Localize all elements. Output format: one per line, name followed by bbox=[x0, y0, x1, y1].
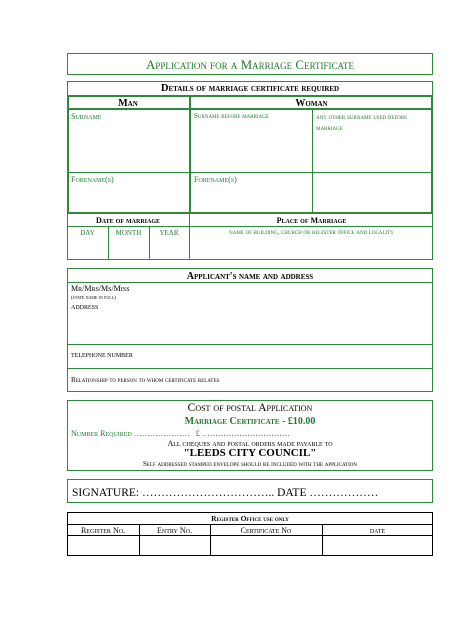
signature-line[interactable]: SIGNATURE: …………………………….. DATE ……………… bbox=[72, 487, 379, 499]
place-hint: name of building, church or register office and locality bbox=[229, 229, 394, 236]
place-of-marriage-label: Place of Marriage bbox=[276, 216, 347, 225]
certificate-no-header: Certificate No bbox=[240, 526, 292, 535]
date-of-marriage-label: Date of marriage bbox=[96, 216, 160, 225]
cost-heading: Cost of postal Application bbox=[187, 402, 313, 414]
applicant-heading: Applicant's name and address bbox=[186, 271, 314, 282]
month-label: MONTH bbox=[115, 229, 142, 237]
man-forenames-label: Forename(s) bbox=[71, 175, 114, 184]
entry-no-header: Entry No. bbox=[157, 526, 192, 535]
number-required-line: Number Required ………………… £ …………………………… bbox=[71, 429, 290, 438]
cheques-line: All cheques and postal orders made payable to bbox=[167, 439, 333, 448]
signature-box bbox=[67, 479, 433, 503]
telephone-label: TELEPHONE NUMBER bbox=[71, 353, 133, 359]
council-name: "LEEDS CITY COUNCIL" bbox=[183, 447, 317, 459]
address-label: ADDRESS bbox=[71, 305, 99, 311]
state-name-hint: (state name in full) bbox=[71, 296, 116, 301]
page-title: Application for a Marriage Certificate bbox=[145, 57, 355, 72]
woman-surname-before-label: Surname before marriage bbox=[194, 112, 269, 120]
man-header: Man bbox=[118, 98, 138, 109]
details-heading: Details of marriage certificate required bbox=[160, 83, 340, 94]
day-label: DAY bbox=[80, 229, 95, 237]
other-surname-label: any other surname used before marriage bbox=[316, 113, 408, 132]
man-surname-label: Surname bbox=[71, 112, 102, 121]
relationship-label: Relationship to person to whom certificate relates bbox=[71, 376, 220, 384]
register-no-header: Register No. bbox=[80, 526, 126, 535]
title-options: Mr/Mrs/Ms/Miss bbox=[71, 284, 130, 293]
woman-header: Woman bbox=[295, 98, 328, 109]
year-label: YEAR bbox=[159, 229, 179, 237]
date-header: date bbox=[369, 526, 386, 535]
envelope-note: Self addressed stamped envelope should be included with the application bbox=[143, 460, 357, 468]
register-heading: Register Office use only bbox=[211, 514, 289, 523]
price-line: Marriage Certificate - £10.00 bbox=[184, 416, 316, 427]
title-box bbox=[67, 53, 433, 75]
woman-forenames-label: Forename(s) bbox=[194, 175, 237, 184]
